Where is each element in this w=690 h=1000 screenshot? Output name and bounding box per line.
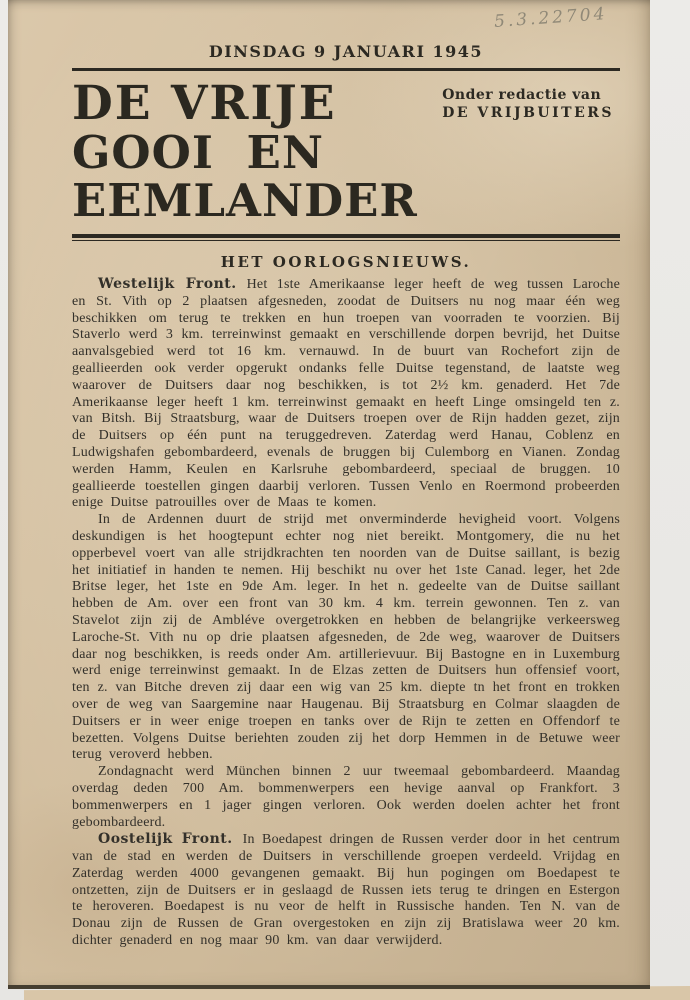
rule-under-dateline xyxy=(72,68,620,71)
paragraph-text: Het 1ste Amerikaanse leger heeft de weg tussen Laroche en St. Vith op 2 plaatsen afgesneden, zoodat de Duitsers nu nog maar één weg beschikken om terug te trekken en hun troepen van voorraden te voorzien. Bij Staverlo werd 3 km. terreinwinst gemaakt en verschillende dorpen bevrijd, het Duitse aanvalsgebied werd tot 16 km. vernauwd. In de buurt van Rochefort zijn de geallieerden ook verder opgerukt ondanks felle Duitse tegenstand, de laatste weg waarover de Duitsers daar nog beschikken, is tot 2½ km. genaderd. Het 7de Amerikaanse leger heeft 1 km. terreinwinst gemaakt en heeft Linge omsingeld ten z. van Bitsh. Bij Straatsburg, waar de Duitsers troepen over de Rijn hadden gezet, zijn de Duitsers op één punt na teruggedreven. Zaterdag werd Hanau, Coblenz en Ludwigshafen gebombardeerd, evenals de bruggen bij Culemborg en Vianen. Zondag werden Hamm, Keulen en Karlsruhe gebombardeerd, speciaal de bruggen. 10 geallieerde toestellen gingen daarbij verloren. Tussen Venlo en Roermond probeerden enige Duitse patrouilles over de Maas te komen. xyxy=(72,277,620,511)
paragraph-ardennen xyxy=(72,512,620,764)
dateline: DINSDAG 9 JANUARI 1945 xyxy=(208,42,484,61)
paragraph-text: In de Ardennen duurt de strijd met onverminderde hevigheid voort. Volgens deskundigen is het hoogtepunt echter nog niet bereikt. Montgomery, die nu het opperbevel voert van alle strijdkrachten ten noorden van de Duitse saillant, is bezig het initiatief in handen te nemen. Hij beschikt nu over het 1ste Canad. leger, het 2de Britse leger, het 1ste en 9de Am. leger. In het n. gedeelte van de Duitse saillant hebben de Am. over een front van 30 km. 4 km. terrein gewonnen. Ten z. van Stavelot zijn zij de Ambléve overgetrokken en hebben de belangrijke verkeersweg Laroche-St. Vith nu op drie plaatsen afgesneden, de 2de weg, waarover de Duitsers daar nog beschikken, is reeds onder Am. artillerievuur. Bij Bastogne en in Luxemburg werd enige terreinwinst gemaakt. In de Elzas zetten de Duitsers hun offensief voort, ten z. van Bitche dreven zij daar een wig van 25 km. diepte tn het front en trokken over de weg van Saargemine naar Haugenau. Bij Straatsburg en Colmar slaagden de Duitsers er in weer enige troepen en tanks over de Rijn te zetten en Offendorf te bezetten. Volgens Duitse beriehten zouden zij het dorp Hemmen in de Betuwe weer terug veroverd hebben. xyxy=(72,512,620,763)
editor-block xyxy=(442,87,614,121)
paragraph-text: In Boedapest dringen de Russen verder door in het centrum van de stad en werden de Duitsers in verschillende groepen verdeeld. Vrijdag en Zaterdag werden 4000 gevangenen gemaakt. Bij hun pogingen om Boedapest te ontzetten, zijn de Duitsers er in geslaagd de Russen iets terug te dringen en Estergon te heroveren. Boedapest is nu veor de helft in Russische handen. Ten N. van de Donau zijn de Russen de Gran overgestoken en zijn zij Bratislawa weer 20 km. dichter genaderd en nog maar 90 km. van daar verwijderd. xyxy=(72,832,620,949)
paper-title-line2: GOOI EN EEMLANDER xyxy=(72,126,418,227)
paragraph-lead: Westelijk Front. xyxy=(98,276,237,292)
paragraph-lead: Oostelijk Front. xyxy=(98,831,233,848)
rule-under-masthead xyxy=(72,234,620,241)
paragraph-bombardementen xyxy=(72,764,620,831)
archive-mark-handwritten: 5.3.22704 xyxy=(493,4,609,32)
editor-line1: Onder redactie van xyxy=(442,87,602,103)
newspaper-sheet xyxy=(8,0,650,989)
article-body xyxy=(72,276,620,950)
page-content xyxy=(8,42,650,950)
paragraph-westelijk-front xyxy=(72,276,620,512)
masthead xyxy=(72,76,620,227)
editor-line2: DE VRIJBUITERS xyxy=(442,105,614,121)
paragraph-oostelijk-front xyxy=(72,831,620,950)
section-heading: HET OORLOGSNIEUWS. xyxy=(220,253,472,271)
paper-title-line1: DE VRIJE xyxy=(72,76,337,131)
paragraph-text: Zondagnacht werd München binnen 2 uur tweemaal gebombardeerd. Maandag overdag deden 700 Am. bommenwerpers een hevige aanval op Frankfort. 3 bommenwerpers en 1 jager gingen verloren. Ook werden doelen achter het front gebombardeerd. xyxy=(72,764,620,830)
